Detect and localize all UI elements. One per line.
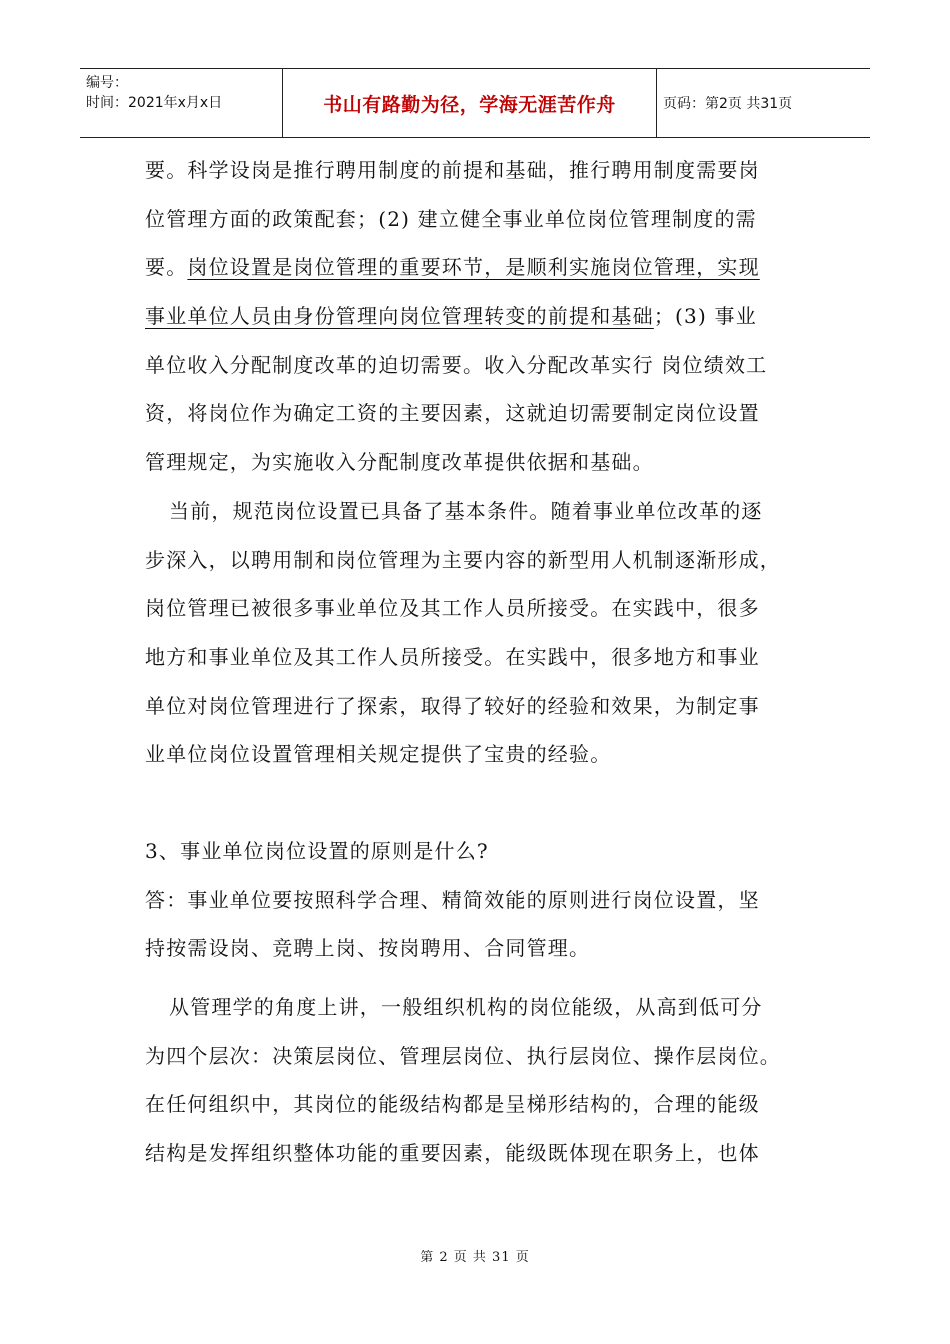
question-heading: 3、事业单位岗位设置的原则是什么? bbox=[145, 838, 489, 863]
text-segment: 要。 bbox=[145, 255, 188, 280]
document-number-label: 编号： bbox=[86, 75, 128, 91]
paragraph-line: 管理规定，为实施收入分配制度改革提供依据和基础。 bbox=[145, 450, 654, 475]
document-body bbox=[145, 146, 810, 1178]
document-date: 时间：2021年x月x日 bbox=[86, 95, 223, 111]
answer-line: 持按需设岗、竞聘上岗、按岗聘用、合同管理。 bbox=[145, 936, 591, 961]
paragraph-line: 岗位管理已被很多事业单位及其工作人员所接受。在实践中，很多 bbox=[145, 596, 760, 621]
paragraph-line: 资，将岗位作为确定工资的主要因素，这就迫切需要制定岗位设置 bbox=[145, 401, 760, 426]
paragraph-line: 地方和事业单位及其工作人员所接受。在实践中，很多地方和事业 bbox=[145, 644, 760, 669]
page-footer: 第 2 页 共 31 页 bbox=[420, 1250, 530, 1265]
paragraph-line bbox=[145, 292, 810, 341]
text-segment: ；(3) 事业 bbox=[653, 304, 757, 329]
paragraph-line: 单位对岗位管理进行了探索，取得了较好的经验和效果，为制定事 bbox=[145, 693, 760, 718]
paragraph-line: 从管理学的角度上讲，一般组织机构的岗位能级，从高到低可分 bbox=[169, 995, 763, 1019]
underlined-text: 岗位设置是岗位管理的重要环节，是顺利实施岗位管理，实现 bbox=[187, 255, 760, 280]
paragraph-line: 为四个层次：决策层岗位、管理层岗位、执行层岗位、操作层岗位。 bbox=[145, 1043, 781, 1068]
page-header bbox=[80, 68, 870, 138]
answer-line: 答：事业单位要按照科学合理、精简效能的原则进行岗位设置，坚 bbox=[145, 887, 760, 912]
header-motto: 书山有路勤为径，学海无涯苦作舟 bbox=[283, 69, 657, 137]
paragraph-line: 当前，规范岗位设置已具备了基本条件。随着事业单位改革的逐 bbox=[169, 498, 763, 523]
underlined-text: 事业单位人员由身份管理向岗位管理转变的前提和基础 bbox=[145, 304, 654, 329]
paragraph-line: 要。科学设岗是推行聘用制度的前提和基础，推行聘用制度需要岗 bbox=[145, 158, 760, 182]
blank-line bbox=[145, 779, 810, 827]
paragraph-line: 业单位岗位设置管理相关规定提供了宝贵的经验。 bbox=[145, 742, 612, 767]
paragraph-gap bbox=[145, 973, 810, 983]
header-page-info: 页码：第2页 共31页 bbox=[663, 96, 793, 112]
paragraph-line: 单位收入分配制度改革的迫切需要。收入分配改革实行 岗位绩效工 bbox=[145, 352, 768, 377]
header-meta bbox=[80, 69, 283, 137]
paragraph-line: 位管理方面的政策配套；(2) 建立健全事业单位岗位管理制度的需 bbox=[145, 206, 757, 231]
paragraph-line: 在任何组织中，其岗位的能级结构都是呈梯形结构的，合理的能级 bbox=[145, 1092, 760, 1117]
paragraph-line bbox=[145, 243, 810, 292]
paragraph-line: 步深入，以聘用制和岗位管理为主要内容的新型用人机制逐渐形成， bbox=[145, 547, 781, 572]
paragraph-line: 结构是发挥组织整体功能的重要因素，能级既体现在职务上，也体 bbox=[145, 1141, 760, 1166]
